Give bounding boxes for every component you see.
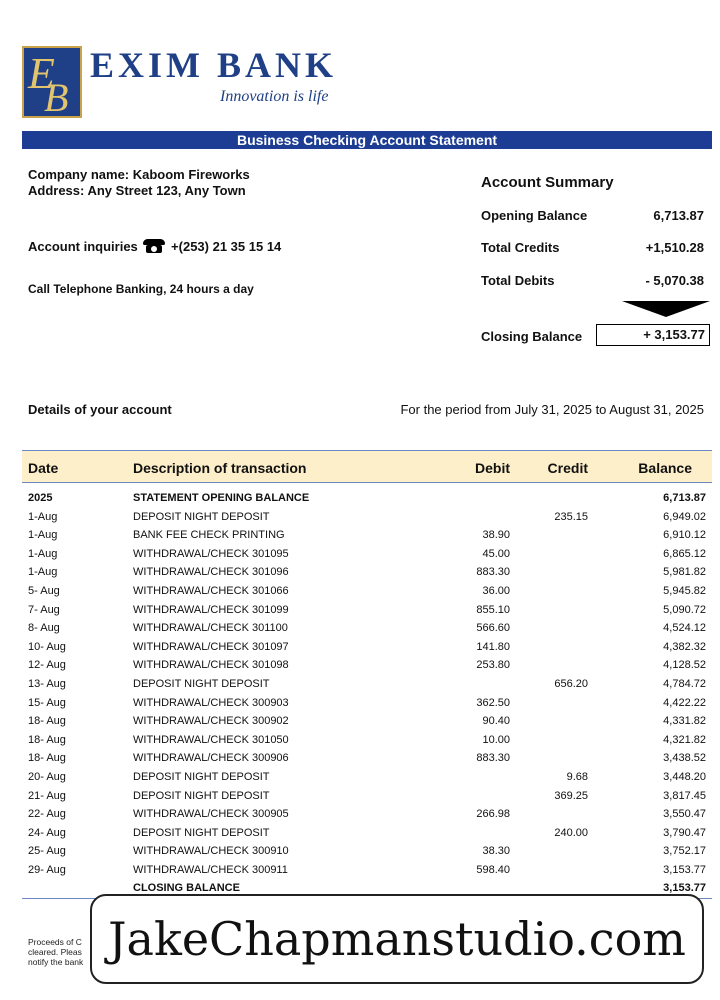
total-debits-value: - 5,070.38 xyxy=(645,273,704,288)
row-date: 18- Aug xyxy=(28,715,66,728)
row-description: WITHDRAWAL/CHECK 301066 xyxy=(133,584,289,597)
company-name: Company name: Kaboom Fireworks xyxy=(28,167,250,182)
row-description: WITHDRAWAL/CHECK 300910 xyxy=(133,845,289,858)
table-row xyxy=(22,601,712,620)
table-row xyxy=(22,619,712,638)
row-description: BANK FEE CHECK PRINTING xyxy=(133,529,285,542)
row-date: 8- Aug xyxy=(28,622,60,635)
footnote-line: cleared. Pleas xyxy=(28,947,82,957)
closing-balance-value: + 3,153.77 xyxy=(596,324,710,346)
row-balance: 4,321.82 xyxy=(663,733,706,746)
row-balance: 5,090.72 xyxy=(663,603,706,616)
row-balance: 3,153.77 xyxy=(663,863,706,876)
row-date: 29- Aug xyxy=(28,863,66,876)
row-balance: 4,128.52 xyxy=(663,659,706,672)
row-debit: 266.98 xyxy=(476,808,510,821)
row-date: 18- Aug xyxy=(28,733,66,746)
bank-logo xyxy=(22,46,337,118)
row-date: 5- Aug xyxy=(28,584,60,597)
row-description: WITHDRAWAL/CHECK 301099 xyxy=(133,603,289,616)
table-row xyxy=(22,842,712,861)
row-credit: 9.68 xyxy=(566,770,588,783)
row-debit: 883.30 xyxy=(476,566,510,579)
row-date: 25- Aug xyxy=(28,845,66,858)
column-balance: Balance xyxy=(638,460,692,476)
row-date: 21- Aug xyxy=(28,789,66,802)
row-debit: 566.60 xyxy=(476,622,510,635)
row-description: WITHDRAWAL/CHECK 301100 xyxy=(133,622,288,635)
row-balance: 3,448.20 xyxy=(663,770,706,783)
account-summary-title: Account Summary xyxy=(481,174,614,191)
transactions-table-header xyxy=(22,450,712,483)
row-description: DEPOSIT NIGHT DEPOSIT xyxy=(133,677,270,690)
row-description: WITHDRAWAL/CHECK 300902 xyxy=(133,715,289,728)
row-debit: 10.00 xyxy=(482,733,510,746)
row-debit: 38.90 xyxy=(482,529,510,542)
row-debit: 883.30 xyxy=(476,752,510,765)
monogram-e: E xyxy=(28,49,55,98)
row-balance: 6,713.87 xyxy=(663,492,706,504)
row-credit: 656.20 xyxy=(554,677,588,690)
row-credit: 240.00 xyxy=(554,826,588,839)
inquiries-label: Account inquiries xyxy=(28,239,138,254)
arrow-down-icon xyxy=(622,301,710,317)
row-balance: 4,784.72 xyxy=(663,677,706,690)
monogram-b: B xyxy=(44,75,69,120)
table-row xyxy=(22,861,712,880)
table-row xyxy=(22,694,712,713)
bank-tagline: Innovation is life xyxy=(220,88,329,105)
company-address: Address: Any Street 123, Any Town xyxy=(28,183,246,198)
row-debit: 141.80 xyxy=(476,640,510,653)
row-debit: 38.30 xyxy=(482,845,510,858)
inquiries-phone: +(253) 21 35 15 14 xyxy=(171,239,282,254)
bank-name: EXIM BANK xyxy=(90,45,338,85)
row-date: 10- Aug xyxy=(28,640,66,653)
table-row xyxy=(22,824,712,843)
row-date: 18- Aug xyxy=(28,752,66,765)
row-description: WITHDRAWAL/CHECK 301095 xyxy=(133,547,289,560)
row-description: WITHDRAWAL/CHECK 301098 xyxy=(133,659,289,672)
row-date: 1-Aug xyxy=(28,529,58,542)
row-balance: 5,981.82 xyxy=(663,566,706,579)
row-balance: 3,153.77 xyxy=(663,882,706,895)
footnote xyxy=(28,937,98,967)
row-description: WITHDRAWAL/CHECK 300903 xyxy=(133,696,289,709)
bank-monogram-icon xyxy=(22,46,82,118)
table-row xyxy=(22,526,712,545)
row-debit: 362.50 xyxy=(476,696,510,709)
row-description: WITHDRAWAL/CHECK 300905 xyxy=(133,808,289,821)
column-date: Date xyxy=(28,460,59,476)
row-date: 24- Aug xyxy=(28,826,66,839)
row-date: 20- Aug xyxy=(28,770,66,783)
row-description: DEPOSIT NIGHT DEPOSIT xyxy=(133,789,270,802)
row-date: 15- Aug xyxy=(28,696,66,709)
total-credits-value: +1,510.28 xyxy=(645,240,704,255)
table-row xyxy=(22,563,712,582)
table-row xyxy=(22,545,712,564)
account-inquiries xyxy=(28,239,281,254)
table-row xyxy=(22,638,712,657)
row-date: 1-Aug xyxy=(28,547,58,560)
table-row xyxy=(22,749,712,768)
account-details-label: Details of your account xyxy=(28,402,172,417)
row-description: DEPOSIT NIGHT DEPOSIT xyxy=(133,510,270,523)
row-debit: 36.00 xyxy=(482,584,510,597)
column-description: Description of transaction xyxy=(133,460,307,476)
row-description: WITHDRAWAL/CHECK 301097 xyxy=(133,640,289,653)
row-date: 1-Aug xyxy=(28,510,58,523)
row-description: DEPOSIT NIGHT DEPOSIT xyxy=(133,826,270,839)
column-debit: Debit xyxy=(475,460,510,476)
table-row xyxy=(22,675,712,694)
opening-balance-value: 6,713.87 xyxy=(653,208,704,223)
table-row xyxy=(22,712,712,731)
row-balance: 3,438.52 xyxy=(663,752,706,765)
row-balance: 3,790.47 xyxy=(663,826,706,839)
row-date: 2025 xyxy=(28,492,53,504)
telephone-icon xyxy=(143,239,165,253)
row-balance: 6,865.12 xyxy=(663,547,706,560)
telephone-banking-note: Call Telephone Banking, 24 hours a day xyxy=(28,282,254,296)
row-description: CLOSING BALANCE xyxy=(133,882,240,895)
row-date: 13- Aug xyxy=(28,677,66,690)
row-balance: 6,910.12 xyxy=(663,529,706,542)
row-credit: 235.15 xyxy=(554,510,588,523)
row-debit: 598.40 xyxy=(476,863,510,876)
row-date: 7- Aug xyxy=(28,603,60,616)
table-row xyxy=(22,582,712,601)
row-balance: 6,949.02 xyxy=(663,510,706,523)
row-debit: 90.40 xyxy=(482,715,510,728)
table-row xyxy=(22,787,712,806)
total-debits-label: Total Debits xyxy=(481,273,555,288)
row-balance: 4,422.22 xyxy=(663,696,706,709)
row-balance: 4,524.12 xyxy=(663,622,706,635)
closing-balance-label: Closing Balance xyxy=(481,329,583,344)
row-description: WITHDRAWAL/CHECK 300906 xyxy=(133,752,289,765)
row-debit: 253.80 xyxy=(476,659,510,672)
row-balance: 3,550.47 xyxy=(663,808,706,821)
footnote-line: notify the bank xyxy=(28,957,84,967)
table-row xyxy=(22,656,712,675)
row-date: 1-Aug xyxy=(28,566,58,579)
row-description: WITHDRAWAL/CHECK 301050 xyxy=(133,733,289,746)
statement-period: For the period from July 31, 2025 to August 31, 2025 xyxy=(400,402,704,417)
row-debit: 855.10 xyxy=(476,603,510,616)
table-row xyxy=(22,489,712,508)
row-balance: 4,382.32 xyxy=(663,640,706,653)
total-credits-label: Total Credits xyxy=(481,240,560,255)
row-description: WITHDRAWAL/CHECK 300911 xyxy=(133,863,288,876)
row-description: STATEMENT OPENING BALANCE xyxy=(133,492,310,504)
row-date: 12- Aug xyxy=(28,659,66,672)
opening-balance-label: Opening Balance xyxy=(481,208,588,223)
column-credit: Credit xyxy=(547,460,588,476)
watermark-banner: JakeChapmanstudio.com xyxy=(90,894,704,984)
table-row xyxy=(22,508,712,527)
row-balance: 4,331.82 xyxy=(663,715,706,728)
table-row xyxy=(22,731,712,750)
row-description: DEPOSIT NIGHT DEPOSIT xyxy=(133,770,270,783)
row-description: WITHDRAWAL/CHECK 301096 xyxy=(133,566,289,579)
statement-title: Business Checking Account Statement xyxy=(22,131,712,149)
row-balance: 5,945.82 xyxy=(663,584,706,597)
row-debit: 45.00 xyxy=(482,547,510,560)
footnote-line: Proceeds of C xyxy=(28,937,82,947)
row-date: 22- Aug xyxy=(28,808,66,821)
row-balance: 3,752.17 xyxy=(663,845,706,858)
row-credit: 369.25 xyxy=(554,789,588,802)
table-row xyxy=(22,805,712,824)
row-balance: 3,817.45 xyxy=(663,789,706,802)
transactions-table-body xyxy=(22,489,712,898)
table-row xyxy=(22,768,712,787)
